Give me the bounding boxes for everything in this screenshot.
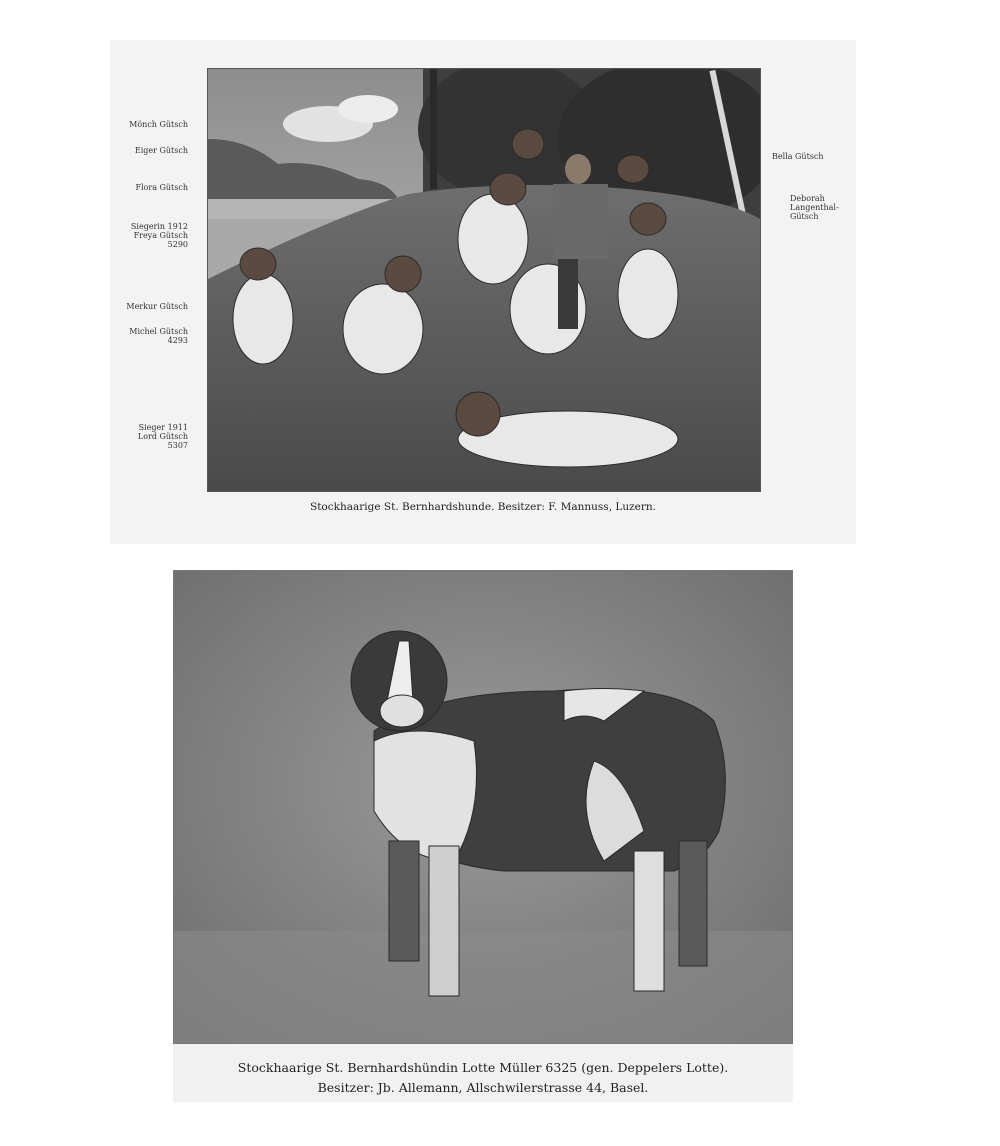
bottom-plate bbox=[173, 570, 793, 1102]
dog-label: Merkur Gütsch bbox=[126, 302, 188, 311]
right-dog-labels bbox=[772, 40, 856, 544]
bottom-photo-caption-line1: Stockhaarige St. Bernhardshündin Lotte Müller 6325 (gen. Deppelers Lotte). bbox=[237, 1060, 729, 1075]
top-photo-caption: Stockhaarige St. Bernhardshunde. Besitzer: F. Mannuss, Luzern. bbox=[310, 501, 656, 513]
dog-label: Bella Gütsch bbox=[772, 152, 824, 161]
dog-label: Mönch Gütsch bbox=[129, 120, 188, 129]
dog-label: Michel Gütsch 4293 bbox=[129, 327, 188, 345]
top-plate bbox=[110, 40, 856, 544]
group-photo bbox=[207, 68, 761, 492]
dog-label: Siegerin 1912 Freya Gütsch 5290 bbox=[130, 222, 188, 249]
dog-label: Eiger Gütsch bbox=[134, 146, 188, 155]
left-dog-labels bbox=[110, 40, 188, 544]
single-dog-photo bbox=[173, 570, 793, 1044]
dog-label: Flora Gütsch bbox=[135, 183, 188, 192]
dog-label: Sieger 1911 Lord Gütsch 5307 bbox=[137, 423, 188, 450]
bottom-photo-caption-line2: Besitzer: Jb. Allemann, Allschwilerstrasse 44, Basel. bbox=[317, 1080, 649, 1095]
dog-label: Deborah Langenthal- Gütsch bbox=[790, 194, 839, 221]
